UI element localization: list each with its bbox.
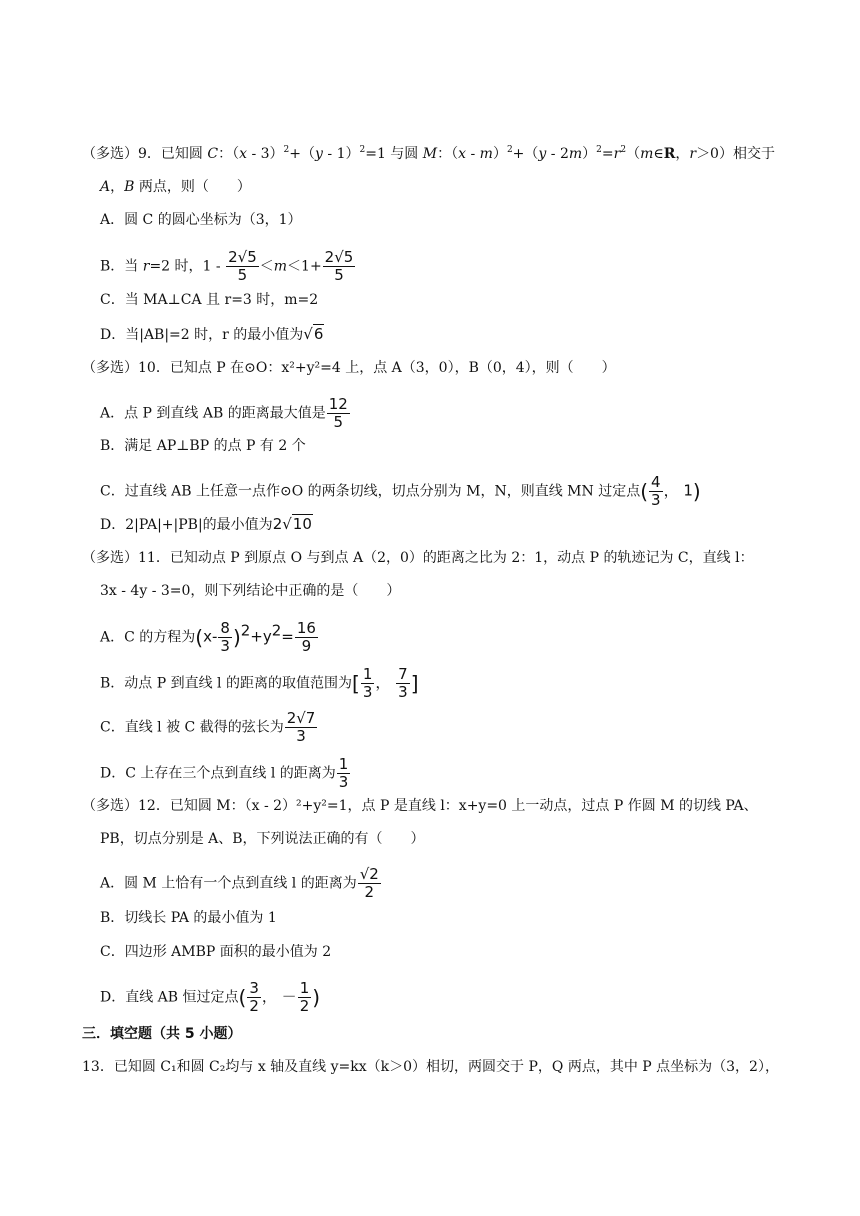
fraction: $\frac{8}{3}$ bbox=[220, 619, 230, 655]
q12-stem-line1: （多选）12．已知圆 M：（x - 2）²+y²=1，点 P 是直线 l：x+y=0 上一动点，过点 P 作圆 M 的切线 PA、 bbox=[82, 798, 758, 814]
fraction: $\frac{16}{9}$ bbox=[296, 619, 316, 655]
q12-option-d: D．直线 AB 恒过定点( $\frac{3}{2}$ ， － $\frac{1}{2}$ ) bbox=[100, 979, 321, 1015]
q9-stem-line1: （多选）9．已知圆 C：（x - 3）$^2$+（y - 1）$^2$=1 与圆 M：$(x - m)^2+(y - 2m)^2=r^2(m\in R$，r＞0）相交于 bbox=[82, 145, 775, 162]
fraction: $\frac{12}{5}$ bbox=[328, 395, 348, 431]
q9-option-d: D．当|AB|=2 时，r 的最小值为√6 bbox=[100, 325, 324, 343]
q12-option-b: B．切线长 PA 的最小值为 1 bbox=[100, 910, 277, 926]
q12-stem-line2: PB，切点分别是 A、B，下列说法正确的有（ ） bbox=[100, 831, 425, 847]
q10-stem: （多选）10．已知点 P 在⊙O：x²+y²=4 上，点 A（3，0），B（0，4），则（ ） bbox=[82, 360, 616, 376]
fraction: $\frac{3}{2}$ bbox=[249, 979, 259, 1015]
q11-option-d: D．C 上存在三个点到直线 l 的距离为 $\frac{1}{3}$ bbox=[100, 755, 349, 791]
q10-option-a: A．点 P 到直线 AB 的距离最大值是 $\frac{12}{5}$ bbox=[100, 395, 348, 431]
fraction: $\frac{4}{3}$ bbox=[651, 473, 661, 509]
q9-stem-line2: A，B 两点，则（ ） bbox=[100, 179, 251, 195]
q11-option-a: A．C 的方程为(x- $\frac{8}{3}$ )$^2+y^2=$ $\frac{16}{9}$ bbox=[100, 619, 316, 655]
fraction: $\frac{7}{3}$ bbox=[398, 665, 408, 701]
q10-option-c: C．过直线 AB 上任意一点作⊙O 的两条切线，切点分别为 M，N，则直线 MN 过定点( $\frac{4}{3}$ ， 1) bbox=[100, 473, 701, 509]
q10-option-d: D．2|PA|+|PB|的最小值为2√10 bbox=[100, 515, 312, 533]
sqrt-expression: √10 bbox=[282, 515, 312, 533]
q11-stem-line2: 3x - 4y - 3=0，则下列结论中正确的是（ ） bbox=[100, 583, 401, 599]
fraction: $\frac{2√5}{5}$ bbox=[324, 248, 354, 284]
q9-option-b: B．当 r=2 时，1 - $\frac{2√5}{5}$ ＜m＜1+ $\frac{2√5}{5}$ bbox=[100, 248, 354, 284]
q13-stem: 13．已知圆 C₁和圆 C₂均与 x 轴及直线 y=kx（k＞0）相切，两圆交于 P，Q 两点，其中 P 点坐标为（3，2）， bbox=[82, 1059, 779, 1075]
q12-option-c: C．四边形 AMBP 面积的最小值为 2 bbox=[100, 944, 332, 960]
fraction: $\frac{1}{3}$ bbox=[338, 755, 349, 791]
q9-option-a: A．圆 C 的圆心坐标为（3，1） bbox=[100, 212, 302, 228]
section-heading: 三．填空题（共 5 小题） bbox=[82, 1026, 242, 1042]
q12-option-a: A．圆 M 上恰有一个点到直线 l 的距离为 $\frac{√2}{2}$ bbox=[100, 865, 379, 901]
fraction: $\frac{1}{3}$ bbox=[362, 665, 373, 701]
q10-option-b: B．满足 AP⊥BP 的点 P 有 2 个 bbox=[100, 438, 306, 454]
q11-option-b: B．动点 P 到直线 l 的距离的取值范围为[ $\frac{1}{3}$ ， $\frac{7}{3}$ ] bbox=[100, 665, 419, 701]
fraction: $\frac{2√7}{3}$ bbox=[286, 709, 316, 745]
fraction: $\frac{2√5}{5}$ bbox=[228, 248, 257, 284]
q9-option-c: C．当 MA⊥CA 且 r=3 时，m=2 bbox=[100, 292, 319, 308]
fraction: $\frac{√2}{2}$ bbox=[359, 865, 379, 901]
q11-stem-line1: （多选）11．已知动点 P 到原点 O 与到点 A（2，0）的距离之比为 2：1，动点 P 的轨迹记为 C，直线 l： bbox=[82, 550, 754, 566]
fraction: $\frac{1}{2}$ bbox=[299, 979, 310, 1015]
q11-option-c: C．直线 l 被 C 截得的弦长为 $\frac{2√7}{3}$ bbox=[100, 709, 316, 745]
sqrt-expression: √6 bbox=[303, 325, 324, 343]
